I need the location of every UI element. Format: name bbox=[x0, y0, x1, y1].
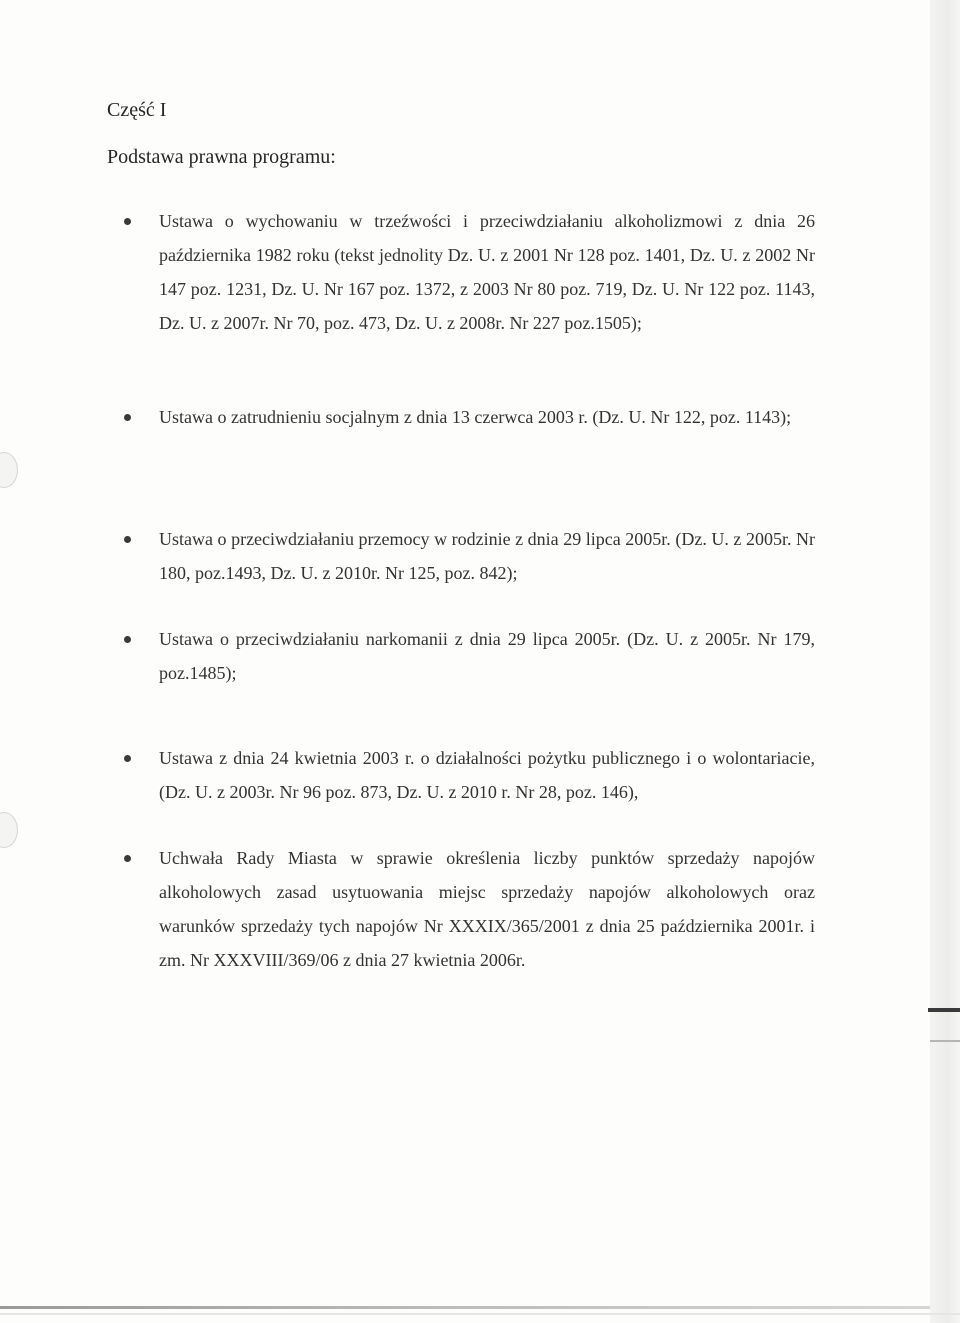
bullet-icon bbox=[124, 536, 131, 543]
scan-mark bbox=[930, 1040, 960, 1042]
list-item-text: Ustawa z dnia 24 kwietnia 2003 r. o działalności pożytku publicznego i o wolontariacie, (Dz. U. z 2003r. Nr 96 poz. 873, Dz. U. z 2010 r. Nr 28, poz. 146), bbox=[159, 748, 815, 802]
list-item bbox=[107, 400, 815, 434]
list-item bbox=[107, 741, 815, 809]
section-title: Podstawa prawna programu: bbox=[107, 146, 336, 168]
bullet-icon bbox=[124, 218, 131, 225]
list-item-text: Ustawa o przeciwdziałaniu narkomanii z dnia 29 lipca 2005r. (Dz. U. z 2005r. Nr 179, poz.1485); bbox=[159, 629, 815, 683]
bullet-icon bbox=[124, 636, 131, 643]
part-title: Część I bbox=[107, 99, 167, 121]
list-item bbox=[107, 204, 815, 340]
list-item-text: Ustawa o przeciwdziałaniu przemocy w rodzinie z dnia 29 lipca 2005r. (Dz. U. z 2005r. Nr 180, poz.1493, Dz. U. z 2010r. Nr 125, poz. 842); bbox=[159, 529, 815, 583]
list-item-text: Ustawa o wychowaniu w trzeźwości i przeciwdziałaniu alkoholizmowi z dnia 26 października 1982 roku (tekst jednolity Dz. U. z 2001 Nr 128 poz. 1401, Dz. U. z 2002 Nr 147 poz. 1231, Dz. U. Nr 167 poz. 1372, z 2003 Nr 80 poz. 719, Dz. U. Nr 122 poz. 1143, Dz. U. z 2007r. Nr 70, poz. 473, Dz. U. z 2008r. Nr 227 poz.1505); bbox=[159, 211, 815, 333]
bullet-icon bbox=[124, 855, 131, 862]
bullet-icon bbox=[124, 414, 131, 421]
punch-hole bbox=[0, 812, 18, 848]
list-item bbox=[107, 841, 815, 977]
bullet-icon bbox=[124, 755, 131, 762]
list-item-text: Ustawa o zatrudnieniu socjalnym z dnia 13 czerwca 2003 r. (Dz. U. Nr 122, poz. 1143); bbox=[159, 407, 792, 427]
scan-edge-bottom bbox=[0, 1313, 960, 1315]
list-item bbox=[107, 622, 815, 690]
list-item-text: Uchwała Rady Miasta w sprawie określenia liczby punktów sprzedaży napojów alkoholowych zasad usytuowania miejsc sprzedaży napojów alkoholowych oraz warunków sprzedaży tych napojów Nr XXXIX/365/2001 z dnia 25 października 2001r. i zm. Nr XXXVIII/369/06 z dnia 27 kwietnia 2006r. bbox=[159, 848, 815, 970]
punch-hole bbox=[0, 452, 18, 488]
scan-mark bbox=[928, 1008, 960, 1012]
list-item bbox=[107, 522, 815, 590]
scan-edge-bottom bbox=[0, 1306, 930, 1309]
scan-edge-right bbox=[930, 0, 960, 1323]
